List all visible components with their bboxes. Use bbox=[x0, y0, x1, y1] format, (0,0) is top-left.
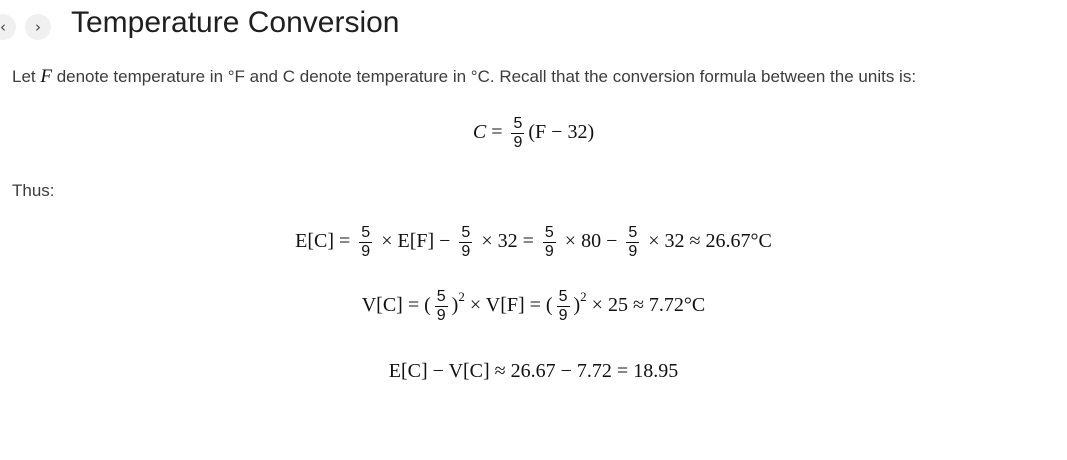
eq2-fraction-1 bbox=[435, 288, 448, 325]
intro-paragraph bbox=[12, 66, 916, 88]
eq1-fraction-2 bbox=[459, 224, 472, 261]
eq1-fraction-4 bbox=[626, 224, 639, 261]
eq1-lhs: E[C] bbox=[295, 230, 335, 253]
next-button[interactable] bbox=[25, 14, 51, 40]
fraction-numerator: 5 bbox=[628, 224, 638, 241]
eq1-fraction-3 bbox=[543, 224, 556, 261]
fraction-numerator: 5 bbox=[436, 288, 446, 305]
equation-expectation bbox=[0, 224, 1067, 261]
equation-difference: E[C] − V[C] ≈ 26.67 − 7.72 = 18.95 bbox=[388, 360, 679, 382]
fraction-denominator: 9 bbox=[628, 243, 638, 260]
fraction-numerator: 5 bbox=[558, 288, 568, 305]
eq2-fraction-2 bbox=[557, 288, 570, 325]
var-f: F bbox=[40, 66, 52, 87]
equation-variance bbox=[0, 288, 1067, 325]
thus-label: Thus: bbox=[12, 181, 55, 200]
chevron-right-icon: › bbox=[35, 18, 41, 36]
fraction-denominator: 9 bbox=[513, 134, 523, 151]
chevron-left-icon: ‹ bbox=[0, 18, 6, 36]
fraction-numerator: 5 bbox=[361, 224, 371, 241]
eq2-sup-1: 2 bbox=[458, 289, 465, 305]
prev-button[interactable] bbox=[0, 14, 16, 40]
fraction-denominator: 9 bbox=[361, 243, 371, 260]
intro-text-1: Let bbox=[12, 67, 41, 86]
eq2-tail: × 25 ≈ 7.72°C bbox=[591, 294, 706, 317]
eq2-mid: × V[F] = ( bbox=[469, 294, 553, 317]
fraction-denominator: 9 bbox=[436, 307, 446, 324]
fraction-numerator: 5 bbox=[513, 115, 523, 132]
fraction-numerator: 5 bbox=[461, 224, 471, 241]
eq2-sup-2: 2 bbox=[580, 289, 587, 305]
formula-lhs: C bbox=[472, 121, 487, 144]
fraction-numerator: 5 bbox=[544, 224, 554, 241]
eq2-close-2: ) bbox=[573, 294, 581, 317]
formula-eq: = bbox=[491, 121, 503, 144]
conversion-formula bbox=[0, 115, 1067, 152]
intro-text-2: denote temperature in °F and C denote temperature in °C. Recall that the conversion formula between the units is: bbox=[51, 67, 917, 86]
page-title: Temperature Conversion bbox=[71, 6, 400, 39]
eq2-close-1: ) bbox=[451, 294, 459, 317]
eq1-term-1: × E[F] − bbox=[381, 230, 451, 253]
eq1-eq: = bbox=[339, 230, 351, 253]
fraction-denominator: 9 bbox=[558, 307, 568, 324]
eq1-term-4: × 32 ≈ 26.67°C bbox=[648, 230, 772, 253]
formula-rest: (F − 32) bbox=[528, 121, 595, 144]
eq1-term-3: × 80 − bbox=[564, 230, 618, 253]
eq1-fraction-1 bbox=[359, 224, 372, 261]
formula-fraction bbox=[511, 115, 524, 152]
fraction-denominator: 9 bbox=[544, 243, 554, 260]
eq2-lhs: V[C] = ( bbox=[361, 294, 431, 317]
eq1-term-2: × 32 = bbox=[481, 230, 534, 253]
fraction-denominator: 9 bbox=[461, 243, 471, 260]
